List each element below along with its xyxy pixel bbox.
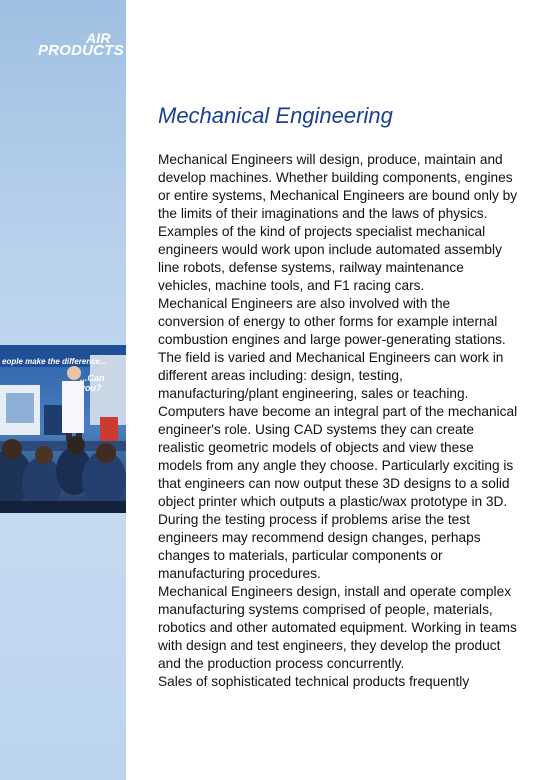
logo-brand-line2: PRODUCTS (38, 42, 124, 59)
logo-programme-line: Ambassador (168, 38, 217, 47)
page-title: Mechanical Engineering (158, 103, 393, 128)
logo-programme-text (168, 28, 216, 58)
body-paragraph: Examples of the kind of projects specialist mechanical engineers would work upon include automated assembly line robots, defense systems, railway maintenance vehicles, machine tools, and F1 racing cars. (158, 224, 502, 293)
logo-programme-line: Science (168, 28, 199, 37)
logo-programme-line: Programme (168, 48, 213, 57)
body-paragraph: Mechanical Engineers will design, produce, maintain and develop machines. Whether building components, engines or entire systems, Mechanical Engineers are bound only by the limits of their imaginations and the laws of physics. (158, 152, 518, 221)
logo-brand-line1: AIR (86, 30, 111, 46)
air-products-logo (38, 28, 217, 64)
body-paragraph: Mechanical Engineers are also involved with the conversion of energy to other forms for example internal combustion engines and large power-generating stations. (158, 296, 506, 347)
classroom-photo (0, 345, 126, 513)
logo-mark-icon (122, 34, 162, 60)
body-paragraph: Sales of sophisticated technical products frequently (158, 674, 470, 689)
photo-caption: ...Can you? (80, 373, 105, 393)
body-text (158, 151, 518, 691)
body-paragraph: The field is varied and Mechanical Engineers can work in different areas including: design, testing, manufacturing/plant engineering, sales or teaching. Computers have become an integral part of the mechanical engineer's role. Using CAD systems they can create realistic geometric models of objects and view these models from any angle they choose. Particularly exciting is that engineers can now output these 3D designs to a solid object printer which outputs a plastic/wax prototype in 3D. During the testing process if problems arise the test engineers may recommend design changes, perhaps changes to materials, particular components or manufacturing procedures. (158, 350, 518, 581)
photo-caption: eople make the difference... (2, 357, 107, 366)
classroom-photo-image (0, 345, 126, 513)
body-paragraph: Mechanical Engineers design, install and operate complex manufacturing systems comprised of people, materials, robotics and other automated equipment. Working in teams with design and test engineers, they develop the product and the production process concurrently. (158, 584, 517, 671)
